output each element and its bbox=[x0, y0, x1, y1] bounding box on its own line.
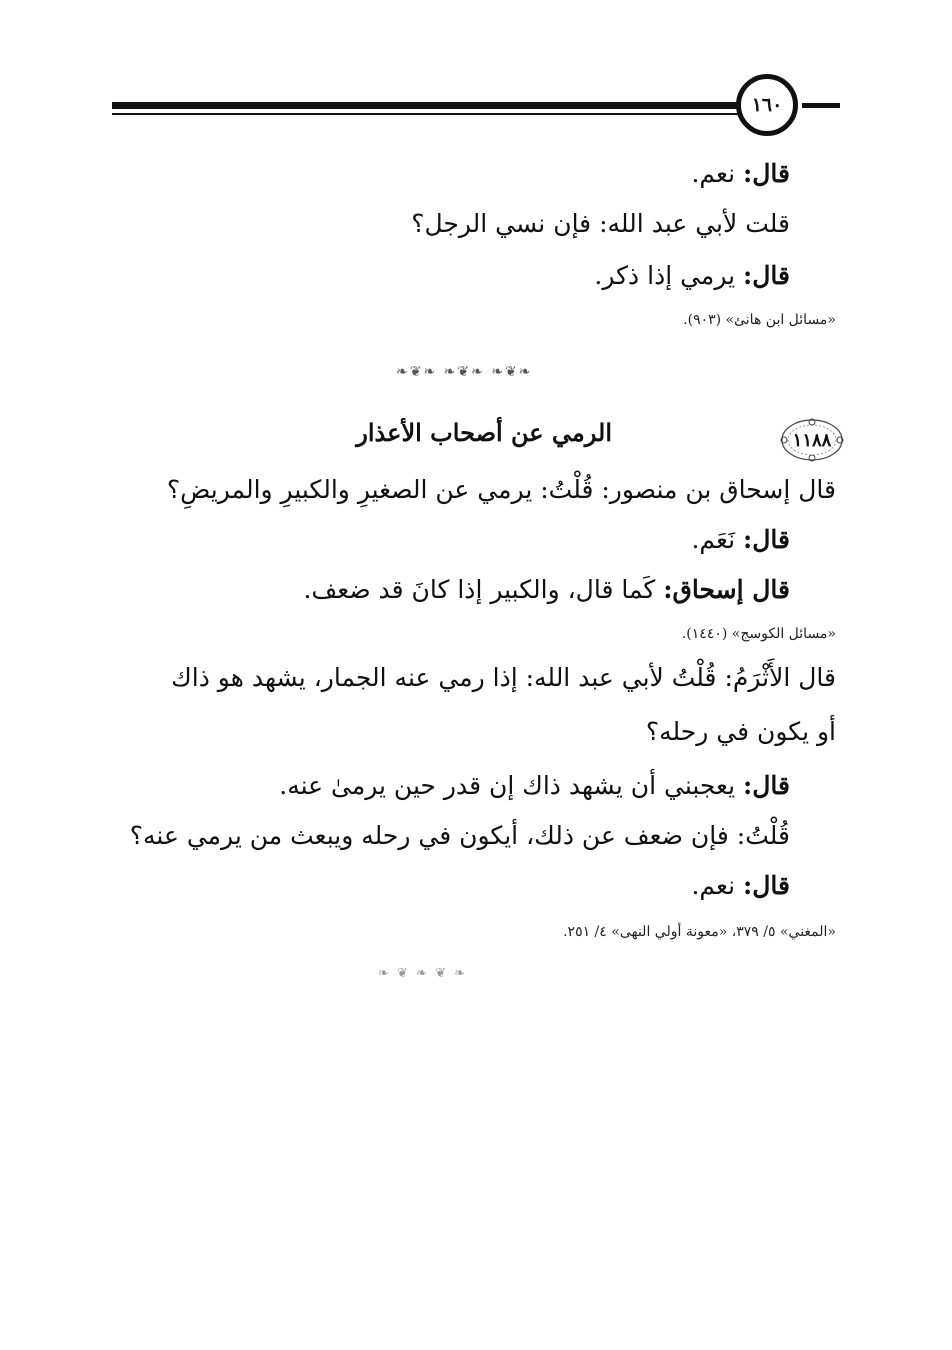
section-divider-ornament: ❧❦❧ ❧❦❧ ❧❦❧ bbox=[396, 364, 533, 380]
page-number: ١٦٠ bbox=[736, 74, 798, 136]
section-title: الرمي عن أصحاب الأعذار bbox=[356, 418, 612, 447]
reference-2: «مسائل الكوسج» (١٤٤٠). bbox=[681, 626, 836, 642]
speaker-label: قال إسحاق: bbox=[663, 575, 790, 604]
answer-text: نعم. bbox=[691, 871, 744, 900]
line-question-4: قُلْتُ: فإن ضعف عن ذلك، أيكون في رحله ويبعث من يرمي عنه؟ bbox=[129, 821, 790, 850]
line-answer-3 bbox=[691, 526, 790, 554]
line-answer-6 bbox=[691, 872, 790, 900]
speaker-label: قال: bbox=[743, 261, 790, 290]
header-rule-thin bbox=[112, 113, 747, 115]
section-end-ornament: ❧ ❦ ❧ ❦ ❧ bbox=[378, 966, 467, 981]
speaker-label: قال: bbox=[743, 871, 790, 900]
speaker-label: قال: bbox=[743, 525, 790, 554]
line-answer-5 bbox=[279, 772, 790, 800]
answer-text: نعم. bbox=[691, 159, 744, 188]
reference-1: «مسائل ابن هانئ» (٩٠٣). bbox=[683, 312, 836, 328]
issue-number: ١١٨٨ bbox=[792, 429, 832, 451]
answer-text: يرمي إذا ذكر. bbox=[594, 261, 744, 290]
page-header bbox=[112, 74, 840, 136]
speaker-label: قال: bbox=[743, 771, 790, 800]
header-rule-right bbox=[802, 103, 840, 108]
header-rule-thick bbox=[112, 102, 747, 109]
line-question-2: قال إسحاق بن منصور: قُلْتُ: يرمي عن الصغيرِ والكبيرِ والمريضِ؟ bbox=[166, 475, 836, 504]
line-answer-4 bbox=[303, 576, 790, 604]
issue-number-badge bbox=[780, 418, 844, 462]
reference-3: «المغني» ٥/ ٣٧٩، «معونة أولي النهى» ٤/ ٢٥١. bbox=[563, 924, 836, 940]
line-question-1: قلت لأبي عبد الله: فإن نسي الرجل؟ bbox=[411, 209, 790, 238]
answer-text: كَما قال، والكبير إذا كانَ قد ضعف. bbox=[303, 575, 664, 604]
line-answer-1 bbox=[691, 160, 790, 188]
speaker-label: قال: bbox=[743, 159, 790, 188]
line-question-3: قال الأَثْرَمُ: قُلْتُ لأبي عبد الله: إذا رمي عنه الجمار، يشهد هو ذاك bbox=[171, 663, 836, 692]
answer-text: نَعَم. bbox=[691, 525, 744, 554]
answer-text: يعجبني أن يشهد ذاك إن قدر حين يرمىٰ عنه. bbox=[279, 771, 744, 800]
line-question-3-cont: أو يكون في رحله؟ bbox=[645, 717, 836, 746]
line-answer-2 bbox=[594, 262, 790, 290]
